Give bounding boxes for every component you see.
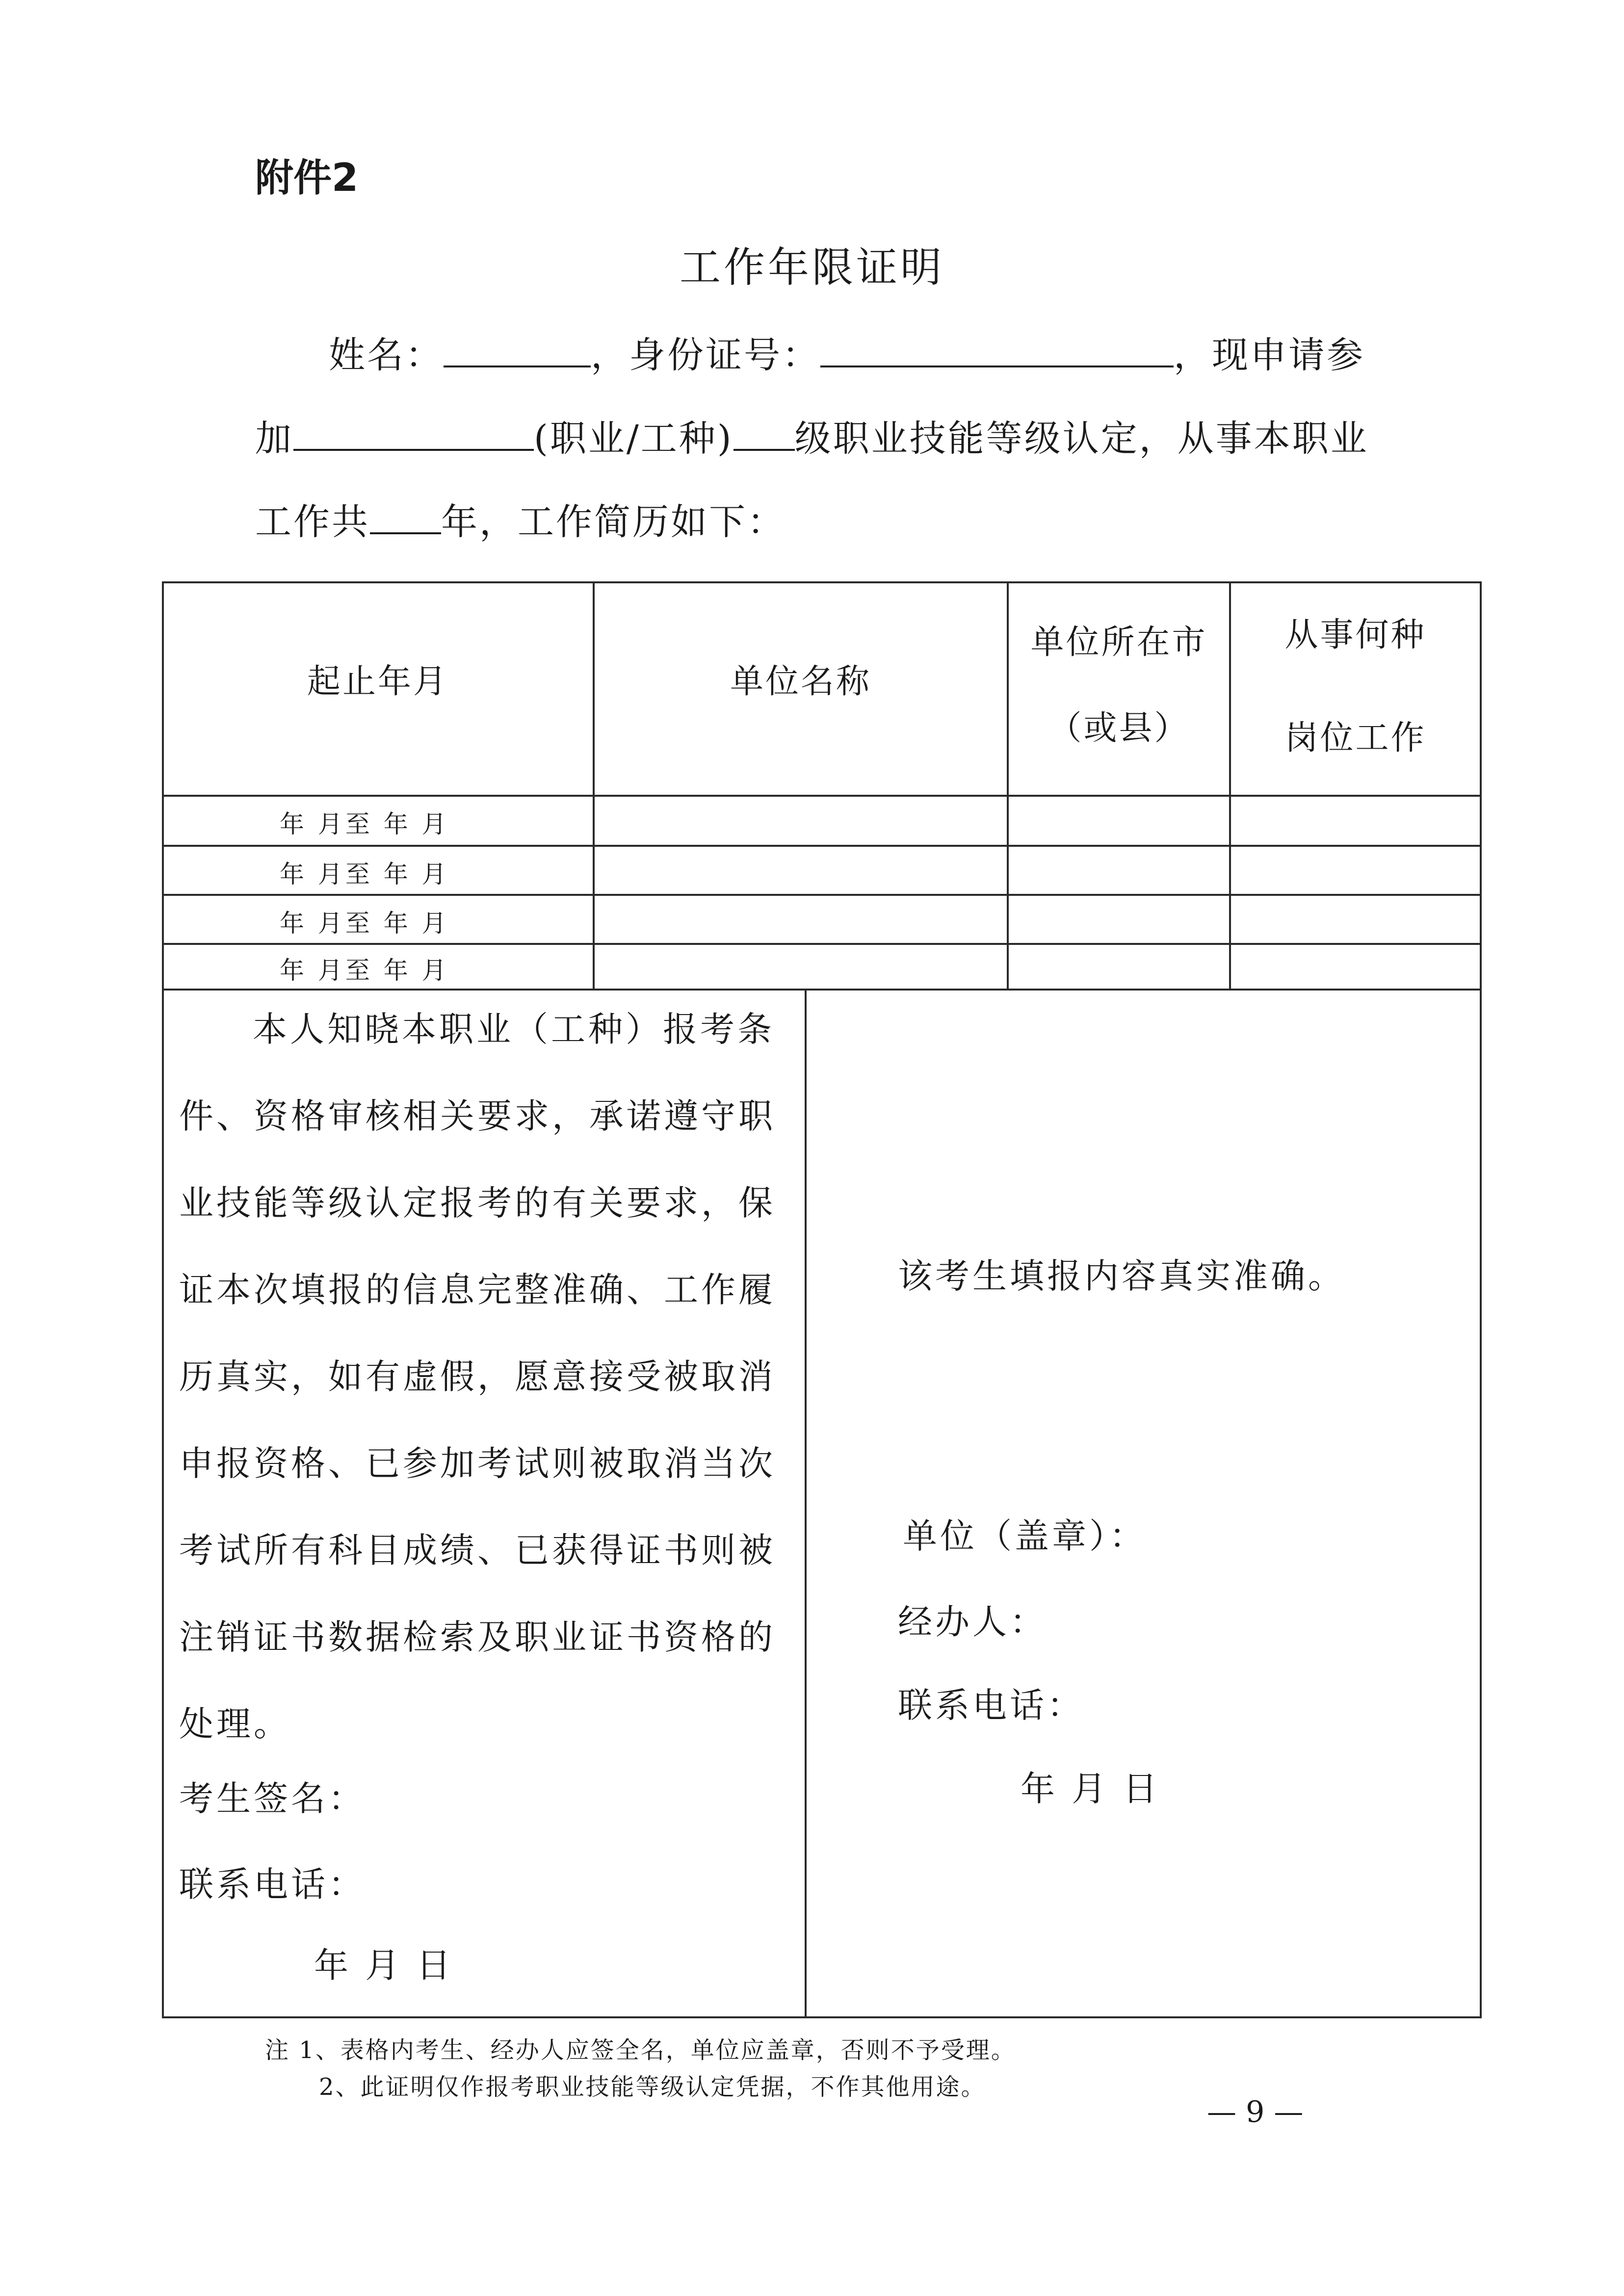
- id-label: ，身份证号：: [591, 334, 820, 376]
- table-row-period: 年 月至 年 月: [280, 909, 449, 938]
- note-1: 注 1、表格内考生、经办人应签全名，单位应盖章，否则不予受理。: [265, 2036, 1016, 2064]
- verification-statement: 该考生填报内容真实准确。: [898, 1256, 1345, 1296]
- name-label: 姓名：: [329, 334, 444, 376]
- header-post-line1: 从事何种: [1284, 616, 1426, 654]
- header-period: 起止年月: [307, 662, 448, 701]
- intro-line-3: [255, 493, 786, 545]
- page-number: — 9 —: [1207, 2095, 1304, 2129]
- header-post-line2: 岗位工作: [1284, 719, 1426, 757]
- intro-line-2: [255, 410, 1369, 462]
- add-text: 加: [255, 417, 293, 460]
- unit-phone-label: 联系电话：: [898, 1685, 1084, 1725]
- table-row-period: 年 月至 年 月: [280, 860, 449, 888]
- occupation-label: (职业/工种): [534, 417, 733, 460]
- header-city-line2: （或县）: [1048, 709, 1190, 748]
- note-2: 2、此证明仅作报考职业技能等级认定凭据，不作其他用途。: [319, 2073, 986, 2101]
- header-city-line1: 单位所在市: [1030, 623, 1207, 662]
- candidate-signature-label: 考生签名：: [179, 1778, 366, 1819]
- years-blank[interactable]: [370, 503, 441, 534]
- name-blank[interactable]: [444, 336, 591, 367]
- handler-label: 经办人：: [898, 1602, 1047, 1642]
- candidate-phone-label: 联系电话：: [179, 1864, 366, 1905]
- resume-text: 年，工作简历如下：: [441, 501, 786, 543]
- attachment-label: 附件2: [255, 156, 359, 200]
- document-title: 工作年限证明: [679, 243, 944, 291]
- table-row-period: 年 月至 年 月: [280, 956, 449, 985]
- header-unit-name: 单位名称: [730, 662, 871, 701]
- unit-seal-label: 单位（盖章）：: [903, 1516, 1147, 1556]
- pledge-text: 本人知晓本职业（工种）报考条件、资格审核相关要求，承诺遵守职业技能等级认定报考的有关要求，保证本次填报的信息完整准确、工作履历真实，如有虚假，愿意接受被取消申报资格、已参加考试则被取消当次考试所有科目成绩、已获得证书则被注销证书数据检索及职业证书资格的处理。: [179, 1009, 776, 1744]
- apply-text: ，现申请参: [1174, 334, 1365, 376]
- id-number-blank[interactable]: [820, 336, 1174, 367]
- unit-date: 年 月 日: [1021, 1769, 1160, 1809]
- candidate-date: 年 月 日: [314, 1945, 454, 1985]
- level-text: 级职业技能等级认定，从事本职业: [794, 417, 1369, 460]
- table-row-period: 年 月至 年 月: [280, 810, 449, 838]
- occupation-blank[interactable]: [293, 419, 534, 451]
- work-total-label: 工作共: [255, 501, 370, 543]
- level-blank[interactable]: [733, 419, 795, 451]
- intro-line-1: [329, 326, 1365, 378]
